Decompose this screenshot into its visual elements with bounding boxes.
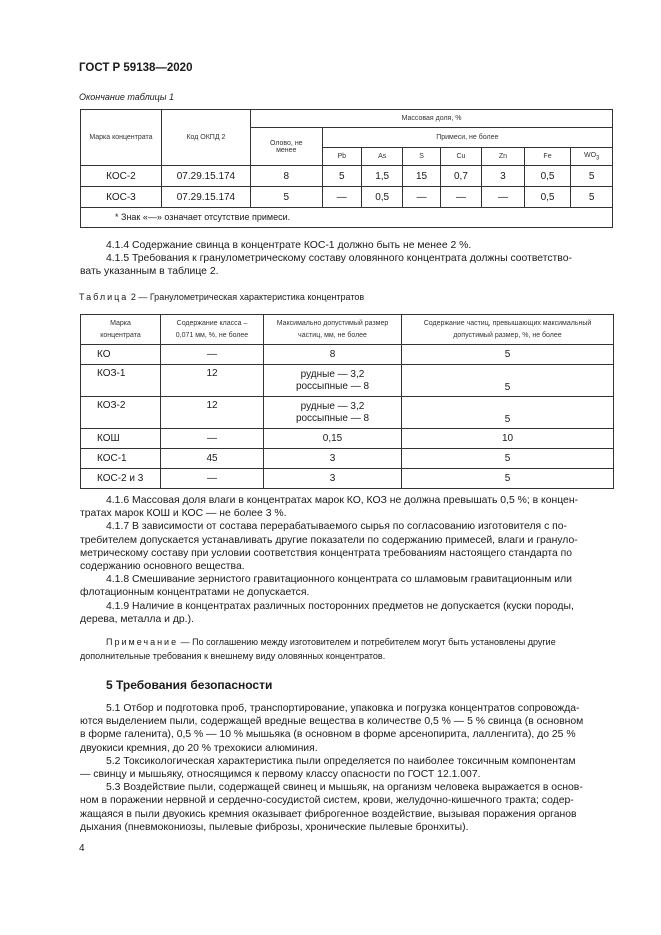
cell-class: —: [161, 429, 264, 449]
cell-exceed: 5: [402, 449, 614, 469]
text-line: в форме галенита), 0,5 % — 10 % мышьяка (в основном в форме арсенопирита, лалленгита), до 25 %: [80, 729, 576, 741]
header-element: Fe: [524, 148, 571, 166]
cell-class: —: [161, 345, 264, 365]
cell-brand: КОС-2 и 3: [81, 469, 161, 489]
cell-tin: 5: [251, 187, 323, 208]
size-line: россыпные — 8: [295, 380, 370, 392]
text-line: 5.1 Отбор и подготовка проб, транспортирование, упаковка и погрузка концентратов сопровожда-: [106, 703, 580, 714]
cell-brand: КОШ: [81, 429, 161, 449]
cell-class: 45: [161, 449, 264, 469]
table-row: [81, 429, 614, 449]
paragraphs-4-1-4-to-4-1-5: [80, 239, 613, 279]
table-row: [81, 397, 614, 429]
header-element: Zn: [482, 148, 525, 166]
text-line: требителем допускается устанавливать другие показатели по содержанию примесей, влаги и грануло-: [80, 534, 578, 546]
caption-rest: 2 — Гранулометрическая характеристика концентратов: [130, 292, 365, 302]
cell-value: 5: [571, 187, 613, 208]
cell-size: 3: [264, 469, 402, 489]
cell-size: 8: [264, 345, 402, 365]
cell-value: 15: [403, 166, 440, 187]
cell-class: —: [161, 469, 264, 489]
cell-brand: КО: [81, 345, 161, 365]
text-line: — свинцу и мышьяку, относящимся к первому классу опасности по ГОСТ 12.1.007.: [80, 769, 481, 781]
text-line: флотационным концентратами не допускается.: [80, 587, 310, 599]
table-2: [80, 314, 614, 489]
paragraphs-4-1-6-to-4-1-9: [80, 494, 613, 626]
header-tin: Олово, не менее: [251, 128, 323, 166]
cell-okpd: 07.29.15.174: [161, 166, 250, 187]
cell-brand: КОС-3: [81, 187, 162, 208]
header-impurities: Примеси, не более: [322, 128, 612, 148]
cell-value: 0,5: [524, 166, 571, 187]
text-line: 5.2 Токсикологическая характеристика пыли определяется по наиболее токсичным компонентам: [106, 755, 576, 767]
table-row: [81, 469, 614, 489]
cell-value: 0,7: [440, 166, 481, 187]
cell-okpd: 07.29.15.174: [161, 187, 250, 208]
cell-brand: КОС-2: [81, 166, 162, 187]
note-line: [80, 636, 613, 650]
table-row: [81, 166, 613, 187]
cell-value: —: [482, 187, 525, 208]
cell-size: 0,15: [264, 429, 402, 449]
cell-exceed: 5: [402, 397, 614, 429]
header-brand: Марка концентрата: [81, 110, 162, 166]
table2-caption: [79, 292, 364, 302]
text-line: ном в поражении нервной и сердечно-сосудистой систем, крови, желудочно-кишечного тракта; содер-: [80, 795, 574, 807]
caption-word: Таблица: [79, 292, 129, 302]
cell-value: —: [403, 187, 440, 208]
size-line: россыпные — 8: [295, 412, 370, 424]
cell-value: 3: [482, 166, 525, 187]
cell-value: —: [440, 187, 481, 208]
header-max-size: Максимально допустимый размер частиц, мм, не более: [264, 315, 402, 345]
cell-value: 5: [571, 166, 613, 187]
note: [80, 636, 613, 663]
document-header: ГОСТ Р 59138—2020: [79, 62, 193, 74]
cell-brand: КОЗ-2: [81, 397, 161, 429]
cell-size: [264, 365, 402, 397]
text-line: дыхания (пневмокониозы, пылевые фиброзы, хронические пылевые бронхиты).: [80, 821, 469, 833]
table-row: [81, 365, 614, 397]
cell-tin: 8: [251, 166, 323, 187]
table-row: [81, 187, 613, 208]
note-word: Примечание: [106, 637, 179, 647]
size-line: рудные — 3,2: [300, 400, 365, 412]
header-mass-fraction: Массовая доля, %: [251, 110, 613, 128]
text-line: 4.1.9 Наличие в концентратах различных посторонних предметов не допускается (куски породы,: [106, 600, 574, 612]
table1-caption: Окончание таблицы 1: [79, 92, 174, 102]
cell-size: [264, 397, 402, 429]
header-element: As: [361, 148, 402, 166]
text-line: метрическому составу при условии соответствия концентрата требованиям настоящего стандарта по: [80, 547, 573, 559]
note-text: — По соглашению между изготовителем и потребителем могут быть установлены другие: [180, 637, 556, 647]
cell-exceed: 10: [402, 429, 614, 449]
text-line: вать указанным в таблице 2.: [80, 266, 219, 278]
header-class-content: Содержание класса – 0,071 мм, %, не более: [161, 315, 264, 345]
cell-class: 12: [161, 397, 264, 429]
cell-value: —: [322, 187, 361, 208]
cell-brand: КОС-1: [81, 449, 161, 469]
header-element: $WO_3$: [571, 148, 613, 166]
table1-footnote: * Знак «—» означает отсутствие примеси.: [81, 208, 613, 228]
text-line: 5.3 Воздействие пыли, содержащей свинец и мышьяк, на организм человека выражается в основ-: [106, 782, 583, 794]
page-number: 4: [79, 843, 85, 854]
header-brand: Марка концентрата: [81, 315, 161, 345]
text-line: 4.1.8 Смешивание зернистого гравитационного концентрата со шламовым гравитационным или: [106, 574, 572, 586]
text-line: 4.1.5 Требования к гранулометрическому составу оловянного концентрата должны соответство-: [106, 253, 572, 265]
size-line: рудные — 3,2: [300, 368, 365, 380]
header-element: S: [403, 148, 440, 166]
text-line: содержанию основного вещества.: [80, 561, 245, 573]
text-line: 4.1.6 Массовая доля влаги в концентратах марок КО, КОЗ не должна превышать 0,5 %; в концен-: [106, 495, 579, 506]
cell-value: 0,5: [361, 187, 402, 208]
cell-size: 3: [264, 449, 402, 469]
cell-class: 12: [161, 365, 264, 397]
text-line: жащаяся в пыли двуокись кремния оказывает фиброгенное воздействие, вызывая поражения органов: [80, 808, 577, 820]
header-element: Cu: [440, 148, 481, 166]
table-row: [81, 449, 614, 469]
cell-exceed: 5: [402, 365, 614, 397]
text-line: тратах марок КОШ и КОС — не более 3 %.: [80, 508, 287, 520]
text-line: 4.1.7 В зависимости от состава перерабатываемого сырья по согласованию изготовителя с по-: [106, 521, 568, 533]
table-1: [80, 109, 613, 228]
cell-value: 1,5: [361, 166, 402, 187]
section-heading: 5 Требования безопасности: [106, 678, 273, 692]
cell-exceed: 5: [402, 345, 614, 365]
text-line: 4.1.4 Содержание свинца в концентрате КОС-1 должно быть не менее 2 %.: [106, 240, 472, 251]
text-line: дерева, металла и др.).: [80, 613, 194, 625]
text-line: ются выделением пыли, содержащей вредные вещества в количестве 0,5 % — 5 % свинца (в основном: [80, 716, 584, 728]
cell-brand: КОЗ-1: [81, 365, 161, 397]
cell-value: 5: [322, 166, 361, 187]
header-element: Pb: [322, 148, 361, 166]
header-exceed: Содержание частиц, превышающих максимальный допустимый размер, %, не более: [402, 315, 614, 345]
cell-value: 0,5: [524, 187, 571, 208]
header-okpd: Код ОКПД 2: [161, 110, 250, 166]
cell-exceed: 5: [402, 469, 614, 489]
text-line: двуокиси кремния, до 20 % трехокиси алюминия.: [80, 742, 318, 754]
table-row: [81, 345, 614, 365]
note-line: дополнительные требования к внешнему виду оловянных концентратов.: [80, 650, 386, 661]
paragraphs-5-1-to-5-3: [80, 702, 613, 834]
